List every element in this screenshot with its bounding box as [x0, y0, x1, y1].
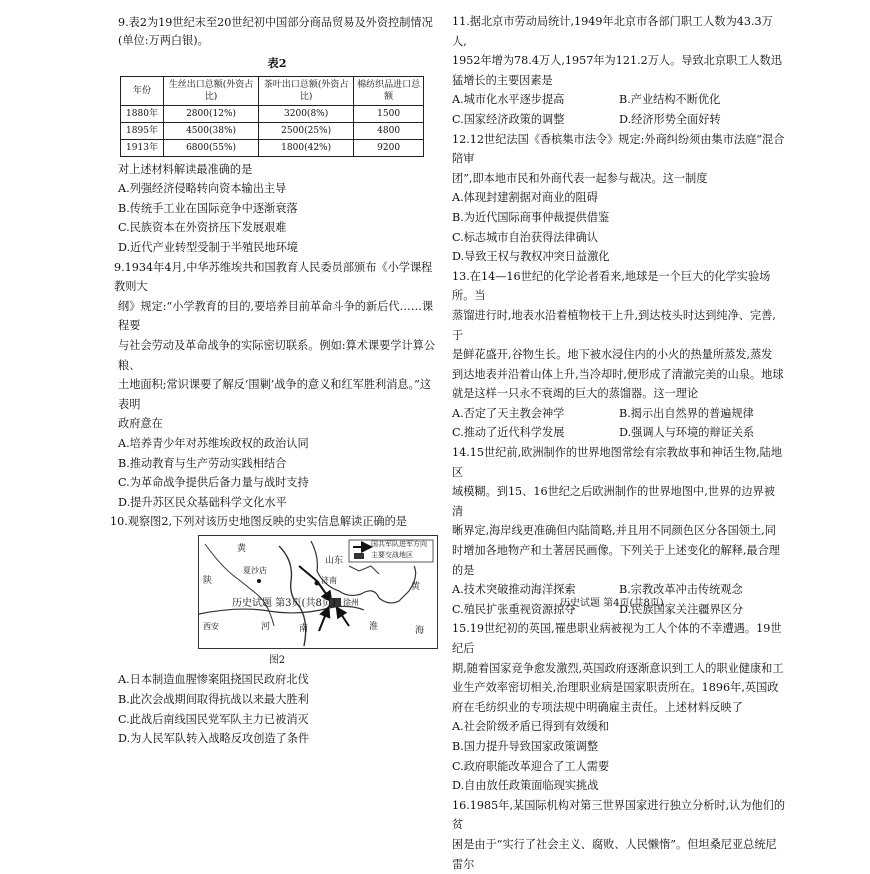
table-cell: 1880年	[121, 105, 164, 122]
question-16-line: 16.1985年,某国际机构对第三世界国家进行独立分析时,认为他们的贫	[452, 798, 786, 832]
map-legend-battle: 主要交战地区	[371, 550, 413, 559]
option-a: A.技术突破推动海洋探索	[452, 583, 576, 597]
option-c: C.标志城市自治获得法律确认	[452, 230, 598, 244]
question-14-line: 域模糊。到15、16世纪之后欧洲制作的世界地图中,世界的边界被清	[452, 485, 775, 518]
left-column	[110, 0, 436, 749]
table-cell: 1500	[354, 105, 424, 122]
question-15-line: 业生产效率密切相关,治理职业病是国家职责所在。1896年,英国政	[452, 681, 779, 695]
option-c: C.民族资本在外资挤压下发展艰难	[118, 221, 287, 235]
option-d: D.近代产业转型受制于半殖民地环境	[118, 240, 298, 254]
question-10-line: 纲》规定:“小学教育的目的,要培养目前革命斗争的新后代……课程要	[118, 299, 434, 333]
table-cell: 1913年	[121, 139, 164, 156]
option-row	[452, 423, 786, 443]
table-cell: 3200(8%)	[259, 105, 354, 122]
option-a: A.社会阶级矛盾已得到有效缓和	[452, 720, 610, 734]
option-b: B.揭示出自然界的普遍规律	[619, 406, 754, 420]
question-11-line: 11.据北京市劳动局统计,1949年北京市各部门职工人数为43.3万人,	[452, 15, 773, 48]
question-10-line: 政府意在	[118, 417, 163, 431]
table-cell: 1895年	[121, 122, 164, 139]
map-label: 徐州	[343, 597, 359, 607]
question-14-line: 的是	[452, 563, 475, 577]
question-11-line: 1952年增为78.4万人,1957年为121.2万人。导致北京职工人数迅	[452, 54, 782, 68]
option-b: B.此次会战期间取得抗战以来最大胜利	[118, 693, 309, 707]
question-13-line: 到达地表并沿着山体上升,当冷却时,便形成了清澈完美的山泉。地球	[452, 367, 784, 381]
question-10-line: 9.1934年4月,中华苏维埃共和国教育人民委员部颁布《小学课程教则大	[114, 260, 433, 294]
question-13-line: 蒸馏进行时,地表水沿着植物枝干上升,到达枝头时达到纯净、完善,于	[452, 308, 776, 342]
trade-table	[120, 76, 424, 157]
option-d: D.导致王权与教权冲突日益激化	[452, 250, 610, 264]
option-c: C.政府职能改革迎合了工人需要	[452, 759, 610, 773]
option-b: B.为近代国际商事仲裁提供借鉴	[452, 210, 610, 224]
question-15-line: 期,随着国家竞争愈发激烈,英国政府逐渐意识到工人的职业健康和工	[452, 661, 784, 675]
question-15-line: 府在毛纺织业的专项法规中明确雇主责任。上述材料反映了	[452, 700, 743, 714]
table-header: 茶叶出口总额(外资占比)	[259, 76, 354, 105]
question-13-line: 就是这样一只永不衰竭的巨大的蒸馏器。这一理论	[452, 387, 699, 401]
option-a: A.否定了天主教会神学	[452, 406, 565, 420]
table-row	[121, 139, 424, 156]
map-label: 淮	[369, 621, 379, 632]
question-15-line: 15.19世纪初的英国,罹患职业病被视为工人个体的不幸遭遇。19世纪后	[452, 622, 782, 655]
table-cell: 2800(12%)	[164, 105, 259, 122]
option-d: D.民族国家关注疆界区分	[619, 602, 744, 616]
left-page-footer: 历史试题 第3页(共8页)	[232, 598, 336, 609]
table-cell: 2500(25%)	[259, 122, 354, 139]
question-13-line: 13.在14—16世纪的化学论者看来,地球是一个巨大的化学实验场所。当	[452, 269, 771, 303]
option-b: B.产业结构不断优化	[619, 93, 721, 107]
question-13-line: 是鲜花盛开,谷物生长。地下被水浸住内的小火的热量所蒸发,蒸发	[452, 348, 773, 362]
question-11-line: 猛增长的主要因素是	[452, 73, 553, 87]
map-label: 黄	[237, 543, 247, 554]
option-d: D.为人民军队转入战略反攻创造了条件	[118, 732, 310, 746]
right-page-footer: 历史试题 第4页(共8页)	[560, 598, 664, 609]
table-header: 生丝出口总额(外资占比)	[164, 76, 259, 105]
table-row	[121, 105, 424, 122]
table-header: 棉纺织品进口总额	[354, 76, 424, 105]
option-a: A.体现封建割据对商业的阻碍	[452, 191, 598, 205]
option-a: A.培养青少年对苏维埃政权的政治认同	[118, 436, 309, 450]
table-cell: 4800	[354, 122, 424, 139]
option-row	[452, 110, 786, 130]
question-12-line: 团”,即本地市民和外商代表一起参与裁决。这一制度	[452, 171, 708, 185]
table-cell: 9200	[354, 139, 424, 156]
option-b: B.传统手工业在国际竞争中逐渐衰落	[118, 201, 298, 215]
option-a: A.日本制造血腥惨案阻挠国民政府北伐	[118, 673, 309, 687]
option-c: C.推动了近代科学发展	[452, 426, 565, 440]
map-label: 南	[299, 623, 309, 634]
question-9-stem: 对上述材料解读最准确的是	[118, 162, 253, 176]
map-label: 海	[415, 625, 425, 636]
table-cell: 6800(55%)	[164, 139, 259, 156]
question-11-stem: 10.观察图2,下列对该历史地图反映的史实信息解读正确的是	[110, 515, 407, 529]
map-label: 夏沙店	[243, 565, 267, 575]
question-9-intro: 9.表2为19世纪末至20世纪初中国部分商品贸易及外资控制情况(单位:万两白银)。	[118, 16, 433, 47]
table-cell: 4500(38%)	[164, 122, 259, 139]
option-d: D.自由放任政策面临现实挑战	[452, 779, 599, 793]
table-caption: 表2	[267, 56, 287, 70]
map-legend-advance: 国共军队进军方向	[371, 539, 427, 548]
option-c: C.此战后南线国民党军队主力已被消灭	[118, 712, 309, 726]
option-d: D.强调人与环境的辩证关系	[619, 426, 755, 440]
map-label: 河	[261, 621, 271, 632]
question-12-line: 12.12世纪法国《香槟集市法令》规定:外商纠纷须由集市法庭“混合陪审	[452, 132, 785, 166]
table-row	[121, 122, 424, 139]
figure-caption: 图2	[268, 654, 286, 666]
table-cell: 1800(42%)	[259, 139, 354, 156]
question-14-line: 晰界定,海岸线更准确但内陆简略,并且用不同颜色区分各国领土,同	[452, 524, 776, 538]
option-b: B.宗教改革冲击传统观念	[619, 583, 743, 597]
map-label: 西安	[203, 621, 219, 631]
map-label: 山东	[325, 555, 344, 566]
right-column	[452, 12, 786, 874]
option-d: D.经济形势全面好转	[619, 112, 721, 126]
option-a: A.列强经济侵略转向资本输出主导	[118, 182, 287, 196]
question-16-line: 困是由于“实行了社会主义、腐败、人民懒惰”。但坦桑尼亚总统尼雷尔	[452, 837, 777, 871]
option-b: B.国力提升导致国家政策调整	[452, 739, 599, 753]
option-row	[452, 404, 786, 424]
historical-map	[198, 535, 438, 649]
option-c: C.国家经济政策的调整	[452, 112, 565, 126]
table-header: 年份	[121, 76, 164, 105]
option-a: A.城市化水平逐步提高	[452, 93, 565, 107]
option-c: C.为革命战争提供后备力量与战时支持	[118, 476, 309, 490]
question-14-line: 时增加各地物产和土著居民画像。下列关于上述变化的解释,最合理	[452, 544, 780, 558]
table-header-row	[121, 76, 424, 105]
option-c: C.殖民扩张重视资源掠夺	[452, 602, 576, 616]
option-row	[452, 90, 786, 110]
question-14-line: 14.15世纪前,欧洲制作的世界地图常绘有宗教故事和神话生物,陆地区	[452, 446, 783, 479]
option-d: D.提升苏区民众基础科学文化水平	[118, 495, 287, 509]
question-10-line: 与社会劳动及革命战争的实际密切联系。例如:算术课要学计算公粮、	[118, 338, 436, 372]
question-10-line: 土地面积;常识课要了解反‘围剿’战争的意义和红军胜利消息。”这表明	[118, 378, 432, 411]
map-label: 黄	[411, 581, 421, 592]
option-b: B.推动教育与生产劳动实践相结合	[118, 456, 287, 470]
map-label: 济南	[321, 575, 337, 585]
map-label: 陕	[203, 575, 213, 586]
